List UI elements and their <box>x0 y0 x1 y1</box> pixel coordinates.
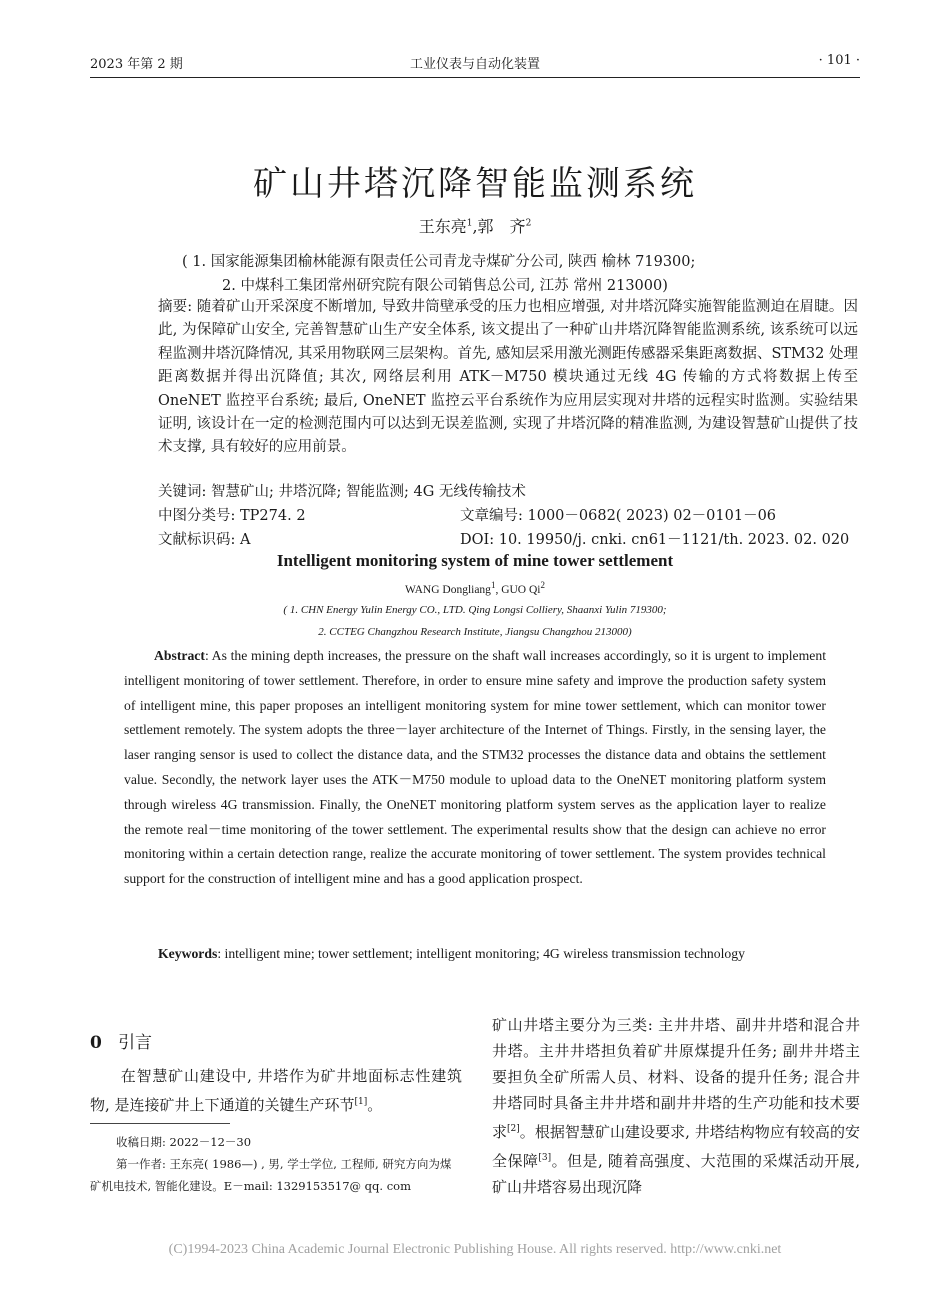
citation-3: [3] <box>538 1153 552 1163</box>
keywords-en <box>158 946 858 962</box>
header-rule <box>90 77 860 78</box>
paper-title: 矿山井塔沉降智能监测系统 <box>253 164 697 204</box>
affiliation-1: ( 1. 国家能源集团榆林能源有限责任公司青龙寺煤矿分公司, 陕西 榆林 719300; <box>182 254 696 270</box>
doi: DOI: 10. 19950/j. cnki. cn61－1121/th. 2023. 02. 020 <box>460 532 850 548</box>
abstract-en-text: : As the mining depth increases, the pressure on the shaft wall increases accordingly, so it is urgent to implement intelligent monitoring of tower settlement. Therefore, in order to ensure mine safety and improve the production safety system of intelligent mine, this paper proposes an intelligent monitoring system for mine tower settlement, which can monitor tower settlement remotely. The system adopts the three－layer architecture of the Internet of Things. Firstly, in the sensing layer, the laser ranging sensor is used to collect the distance data, and the STM32 processes the distance data and obtains the settlement value. Secondly, the network layer uses the ATK－M750 module to upload data to the OneNET monitoring platform system through wireless 4G transmission. Finally, the OneNET monitoring platform system serves as the application layer to realize the remote real－time monitoring of the tower settlement. The experimental results show that the design can achieve no error monitoring within a certain detection range, realize the accurate monitoring of tower settlement. The system provides technical support for the construction of intelligent mine and has a good application prospect. <box>124 648 826 887</box>
footnote-first-author: 第一作者: 王东亮( 1986—) , 男, 学士学位, 工程师, 研究方向为煤矿机电技术, 智能化建设。E－mail: 1329153517@ qq. com <box>90 1157 452 1193</box>
author-2-affil: 2 <box>525 218 532 229</box>
body-left-end: 。 <box>367 1096 383 1114</box>
abstract-en-label: Abstract <box>154 648 205 663</box>
header-page-number: · 101 · <box>818 53 860 68</box>
header-journal: 工业仪表与自动化装置 <box>409 57 540 72</box>
english-author-1: WANG Dongliang <box>405 583 491 596</box>
section-heading <box>90 1028 152 1053</box>
document-code: 文献标识码: A <box>158 532 251 548</box>
author-2: 郭 齐 <box>477 217 526 236</box>
section-number: 0 <box>90 1033 102 1053</box>
body-right-text-2: 。根据智慧矿山建设要求, 井塔结构物应有较高的安全保障 <box>492 1123 860 1170</box>
english-title: Intelligent monitoring system of mine tower settlement <box>276 551 674 570</box>
affiliation-2: 2. 中煤科工集团常州研究院有限公司销售总公司, 江苏 常州 213000) <box>222 278 668 294</box>
english-author-1-affil: 1 <box>490 580 496 590</box>
citation-2: [2] <box>507 1124 520 1134</box>
footnotes <box>90 1131 462 1197</box>
body-right-text-1: 矿山井塔主要分为三类: 主井井塔、副井井塔和混合井井塔。主井井塔担负着矿井原煤提升任务; 副井井塔主要担负全矿所需人员、材料、设备的提升任务; 混合井井塔同时具备主井井塔和副井井塔的生产功能和技术要求 <box>492 1016 860 1141</box>
author-separator: , <box>472 217 478 236</box>
author-1: 王东亮 <box>418 217 467 236</box>
footnote-rule <box>90 1123 230 1124</box>
english-author-2-affil: 2 <box>540 580 545 590</box>
copyright-footer: (C)1994-2023 China Academic Journal Electronic Publishing House. All rights reserved. http://www.cnki.net <box>168 1242 782 1257</box>
citation-1: [1] <box>354 1097 368 1107</box>
body-paragraph-right <box>492 1012 860 1200</box>
clc-number: 中图分类号: TP274. 2 <box>158 508 306 524</box>
footnote-received-date: 收稿日期: 2022－12－30 <box>116 1135 252 1149</box>
english-author-separator: , <box>495 583 502 596</box>
english-author-line <box>0 580 950 596</box>
body-right-text-3: 。但是, 随着高强度、大范围的采煤活动开展, 矿山井塔容易出现沉降 <box>492 1152 860 1196</box>
article-number: 文章编号: 1000－0682( 2023) 02－0101－06 <box>460 508 777 524</box>
keywords-en-text: : intelligent mine; tower settlement; intelligent monitoring; 4G wireless transmission technology <box>217 946 745 961</box>
abstract-cn: 摘要: 随着矿山开采深度不断增加, 导致井筒壁承受的压力也相应增强, 对井塔沉降实施智能监测迫在眉睫。因此, 为保障矿山安全, 完善智慧矿山生产安全体系, 该文提出了一种矿山井塔沉降智能监测系统, 该系统可以远程监测井塔沉降情况, 其采用物联网三层架构。首先, 感知层采用激光测距传感器采集距离数据、STM32 处理距离数据并得出沉降值; 其次, 网络层利用 ATK－M750 模块通过无线 4G 传输的方式将数据上传至 OneNET 监控平台系统; 最后, OneNET 监控云平台系统作为应用层实现对井塔的远程实时监测。实验结果证明, 该设计在一定的检测范围内可以达到无误差监测, 实现了井塔沉降的精准监测, 为建设智慧矿山提供了技术支撑, 具有较好的应用前景。 <box>158 299 858 456</box>
english-affiliation-2: 2. CCTEG Changzhou Research Institute, Jiangsu Changzhou 213000) <box>318 626 632 638</box>
body-paragraph-left <box>90 1063 462 1118</box>
section-title: 引言 <box>118 1033 153 1053</box>
keywords-en-label: Keywords <box>158 946 218 961</box>
keywords-cn: 关键词: 智慧矿山; 井塔沉降; 智能监测; 4G 无线传输技术 <box>158 484 526 500</box>
author-line <box>0 214 950 237</box>
body-left-text: 在智慧矿山建设中, 井塔作为矿井地面标志性建筑物, 是连接矿井上下通道的关键生产环节 <box>90 1067 462 1114</box>
author-1-affil: 1 <box>466 218 473 229</box>
english-affiliation-1: ( 1. CHN Energy Yulin Energy CO., LTD. Qing Longsi Colliery, Shaanxi Yulin 719300; <box>283 604 667 616</box>
header-issue: 2023 年第 2 期 <box>90 57 183 72</box>
abstract-en <box>124 644 826 892</box>
english-author-2: GUO Qi <box>501 583 541 596</box>
